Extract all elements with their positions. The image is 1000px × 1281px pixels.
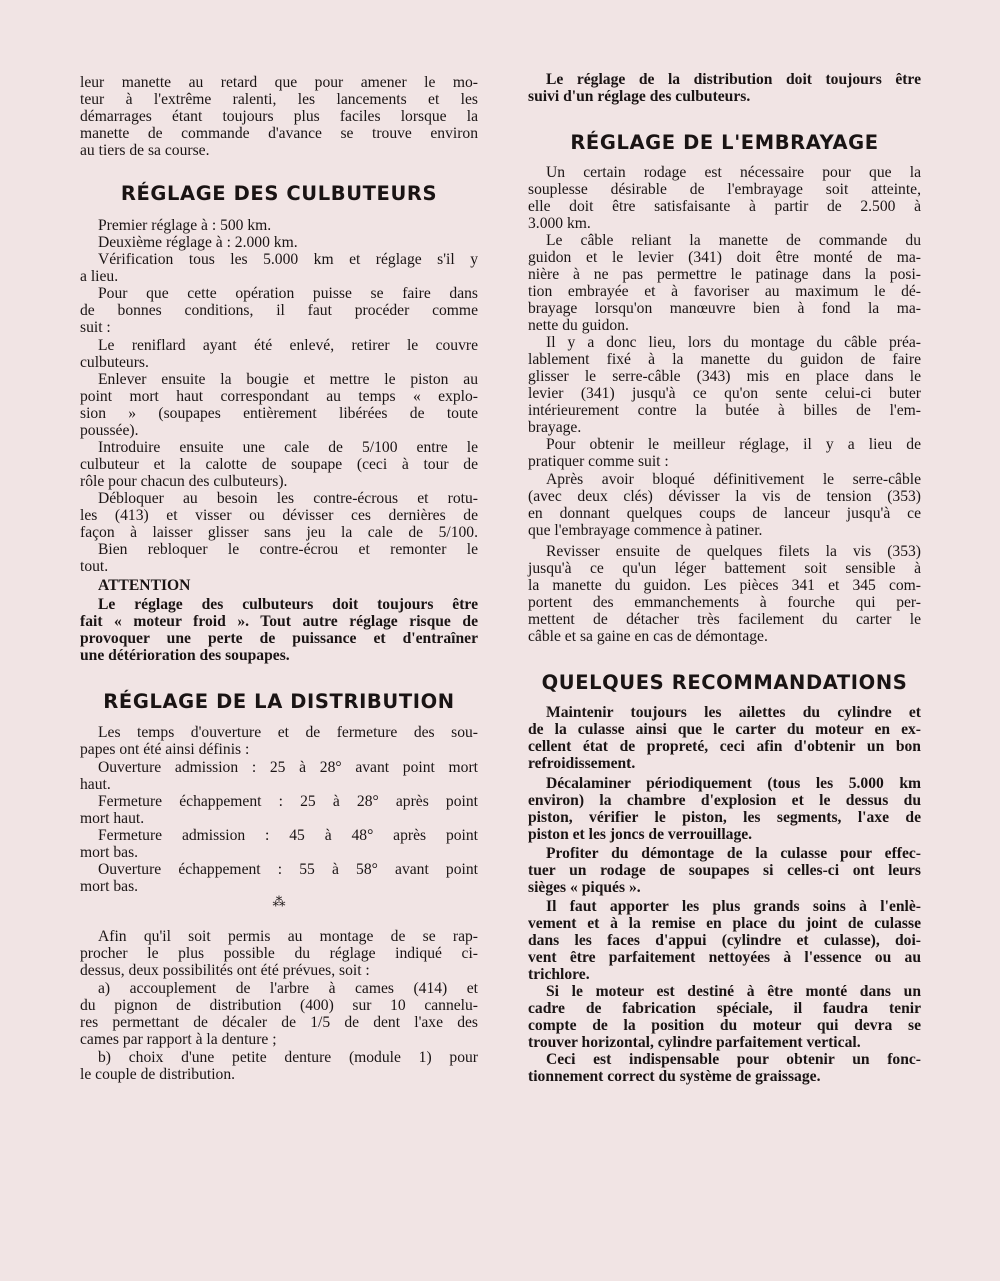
- paragraph-line: Le reniflard ayant été enlevé, retirer le couvre: [98, 337, 478, 354]
- paragraph-line: nière à ne pas permettre le patinage dans la posi-: [528, 266, 921, 283]
- paragraph-line: Il faut apporter les plus grands soins à l'enlè-: [546, 898, 921, 915]
- paragraph-line: Ouverture admission : 25 à 28° avant point mort: [98, 759, 478, 776]
- paragraph-line: dans les faces d'appui (cylindre et culasse), doi-: [528, 932, 921, 949]
- paragraph-line: câble et sa gaine en cas de démontage.: [528, 628, 768, 645]
- section-heading-embrayage: RÉGLAGE DE L'EMBRAYAGE: [570, 131, 879, 154]
- paragraph-line: piston, vérifier le piston, les segments, l'axe de: [528, 809, 921, 826]
- paragraph-line: Maintenir toujours les ailettes du cylindre et: [546, 704, 921, 721]
- paragraph-line: Revisser ensuite de quelques filets la vis (353): [546, 543, 921, 560]
- paragraph-line: dessus, deux possibilités ont été prévues, soit :: [80, 962, 370, 979]
- paragraph-line: Les temps d'ouverture et de fermeture des sou-: [98, 724, 478, 741]
- paragraph-line: trouver horizontal, cylindre parfaitement vertical.: [528, 1034, 861, 1051]
- paragraph-line: tuer un rodage de soupapes si celles-ci ont leurs: [528, 862, 921, 879]
- paragraph-line: point mort haut correspondant au temps « explo-: [80, 388, 478, 405]
- attention-line: Le réglage des culbuteurs doit toujours être: [98, 596, 478, 613]
- paragraph-line: mort bas.: [80, 844, 139, 861]
- paragraph-line: Pour obtenir le meilleur réglage, il y a lieu de: [546, 436, 921, 453]
- paragraph-line: Bien rebloquer le contre-écrou et remonter le: [98, 541, 478, 558]
- paragraph-line: levier (341) jusqu'à ce qu'on sente celui-ci buter: [528, 385, 921, 402]
- paragraph-line: haut.: [80, 776, 111, 793]
- paragraph-line: compte de la position du moteur qui devra se: [528, 1017, 921, 1034]
- section-heading-distribution: RÉGLAGE DE LA DISTRIBUTION: [103, 690, 455, 713]
- asterism-separator: ⁂: [272, 894, 286, 909]
- paragraph-line: Ceci est indispensable pour obtenir un fonc-: [546, 1051, 921, 1068]
- paragraph-line: Vérification tous les 5.000 km et réglage s'il y: [98, 251, 478, 268]
- paragraph-line: sion » (soupapes entièrement libérées de toute: [80, 405, 478, 422]
- paragraph-line: au tiers de sa course.: [80, 142, 210, 159]
- paragraph-line: cadre de fabrication spéciale, il faudra tenir: [528, 1000, 921, 1017]
- paragraph-line: refroidissement.: [528, 755, 636, 772]
- paragraph-line: Deuxième réglage à : 2.000 km.: [98, 234, 298, 251]
- paragraph-line: Le réglage de la distribution doit toujours être: [546, 71, 921, 88]
- paragraph-line: Profiter du démontage de la culasse pour effec-: [546, 845, 921, 862]
- paragraph-line: Après avoir bloqué définitivement le serre-câble: [546, 471, 921, 488]
- paragraph-line: rôle pour chacun des culbuteurs).: [80, 473, 288, 490]
- attention-line: fait « moteur froid ». Tout autre réglage risque de: [80, 613, 478, 630]
- paragraph-line: suit :: [80, 319, 111, 336]
- paragraph-line: du pignon de distribution (400) sur 10 cannelu-: [80, 997, 478, 1014]
- paragraph-line: nette du guidon.: [528, 317, 629, 334]
- paragraph-line: portent des emmanchements à fourche qui per-: [528, 594, 921, 611]
- paragraph-line: leur manette au retard que pour amener le mo-: [80, 74, 478, 91]
- paragraph-line: culbuteur et la calotte de soupape (ceci à tour de: [80, 456, 478, 473]
- paragraph-line: Fermeture échappement : 25 à 28° après point: [98, 793, 478, 810]
- paragraph-line: Débloquer au besoin les contre-écrous et rotu-: [98, 490, 478, 507]
- paragraph-line: papes ont été ainsi définis :: [80, 741, 250, 758]
- section-heading-culbuteurs: RÉGLAGE DES CULBUTEURS: [120, 182, 438, 205]
- paragraph-line: que l'embrayage commence à patiner.: [528, 522, 763, 539]
- paragraph-line: brayage lorsqu'on manœuvre bien à fond la ma-: [528, 300, 921, 317]
- paragraph-line: en donnant quelques coups de lanceur jusqu'à ce: [528, 505, 921, 522]
- paragraph-line: manette de commande d'avance se trouve environ: [80, 125, 478, 142]
- paragraph-line: Le câble reliant la manette de commande du: [546, 232, 921, 249]
- paragraph-line: a lieu.: [80, 268, 119, 285]
- paragraph-line: 3.000 km.: [528, 215, 591, 232]
- paragraph-line: (avec deux clés) dévisser la vis de tension (353): [528, 488, 921, 505]
- paragraph-line: a) accouplement de l'arbre à cames (414) et: [98, 980, 478, 997]
- paragraph-line: souplesse désirable de l'embrayage soit atteinte,: [528, 181, 921, 198]
- paragraph-line: b) choix d'une petite denture (module 1) pour: [98, 1049, 478, 1066]
- paragraph-line: les (413) et visser ou dévisser ces dernières de: [80, 507, 478, 524]
- paragraph-line: cellent état de propreté, ceci afin d'obtenir un bon: [528, 738, 921, 755]
- paragraph-line: Ouverture échappement : 55 à 58° avant point: [98, 861, 478, 878]
- paragraph-line: Afin qu'il soit permis au montage de se rap-: [98, 928, 478, 945]
- paragraph-line: de bonnes conditions, il faut procéder comme: [80, 302, 478, 319]
- paragraph-line: tout.: [80, 558, 109, 575]
- paragraph-line: Pour que cette opération puisse se faire dans: [98, 285, 478, 302]
- paragraph-line: Un certain rodage est nécessaire pour que la: [546, 164, 921, 181]
- paragraph-line: de la culasse ainsi que le carter du moteur en ex-: [528, 721, 921, 738]
- paragraph-line: Introduire ensuite une cale de 5/100 entre le: [98, 439, 478, 456]
- paragraph-line: démarrages étant toujours plus faciles lorsque la: [80, 108, 478, 125]
- paragraph-line: pratiquer comme suit :: [528, 453, 669, 470]
- paragraph-line: trichlore.: [528, 966, 590, 983]
- section-heading-recommandations: QUELQUES RECOMMANDATIONS: [541, 671, 908, 694]
- paragraph-line: guidon et le levier (341) doit être monté de ma-: [528, 249, 921, 266]
- paragraph-line: Décalaminer périodiquement (tous les 5.000 km: [546, 775, 921, 792]
- paragraph-line: Enlever ensuite la bougie et mettre le piston au: [98, 371, 478, 388]
- paragraph-line: suivi d'un réglage des culbuteurs.: [528, 88, 751, 105]
- paragraph-line: elle doit être satisfaisante à partir de 2.500 à: [528, 198, 921, 215]
- paragraph-line: brayage.: [528, 419, 582, 436]
- attention-label: ATTENTION: [98, 577, 191, 594]
- paragraph-line: le couple de distribution.: [80, 1066, 236, 1083]
- paragraph-line: vent être parfaitement nettoyées à l'essence ou au: [528, 949, 921, 966]
- paragraph-line: Il y a donc lieu, lors du montage du câble préa-: [546, 334, 921, 351]
- paragraph-line: Premier réglage à : 500 km.: [98, 217, 272, 234]
- paragraph-line: mort haut.: [80, 810, 145, 827]
- paragraph-line: intérieurement contre la butée à billes de l'em-: [528, 402, 921, 419]
- paragraph-line: procher le plus possible du réglage indiqué ci-: [80, 945, 478, 962]
- paragraph-line: res permettant de décaler de 1/5 de dent l'axe des: [80, 1014, 478, 1031]
- paragraph-line: Si le moteur est destiné à être monté dans un: [546, 983, 921, 1000]
- paragraph-line: culbuteurs.: [80, 354, 149, 371]
- paragraph-line: teur à l'extrême ralenti, les lancements et les: [80, 91, 478, 108]
- paragraph-line: lablement fixé à la manette du guidon de faire: [528, 351, 921, 368]
- paragraph-line: Fermeture admission : 45 à 48° après point: [98, 827, 478, 844]
- paragraph-line: sièges « piqués ».: [528, 879, 641, 896]
- paragraph-line: mettent de détacher très facilement du carter le: [528, 611, 921, 628]
- paragraph-line: façon à laisser glisser sans jeu la cale de 5/100.: [80, 524, 478, 541]
- paragraph-line: tionnement correct du système de graissage.: [528, 1068, 821, 1085]
- paragraph-line: vement et à la remise en place du joint de culasse: [528, 915, 921, 932]
- paragraph-line: glisser le serre-câble (343) mis en place dans le: [528, 368, 921, 385]
- paragraph-line: jusqu'à ce qu'un léger battement soit sensible à: [528, 560, 921, 577]
- paragraph-line: tion embrayée et à favoriser au maximum le dé-: [528, 283, 921, 300]
- attention-line: une détérioration des soupapes.: [80, 647, 290, 664]
- paragraph-line: mort bas.: [80, 878, 139, 895]
- paragraph-line: la manette du guidon. Les pièces 341 et 345 com-: [528, 577, 921, 594]
- attention-line: provoquer une perte de puissance et d'entraîner: [80, 630, 478, 647]
- paragraph-line: poussée).: [80, 422, 139, 439]
- paragraph-line: cames par rapport à la denture ;: [80, 1031, 277, 1048]
- paragraph-line: piston et les joncs de verrouillage.: [528, 826, 753, 843]
- paragraph-line: environ) la chambre d'explosion et le dessus du: [528, 792, 921, 809]
